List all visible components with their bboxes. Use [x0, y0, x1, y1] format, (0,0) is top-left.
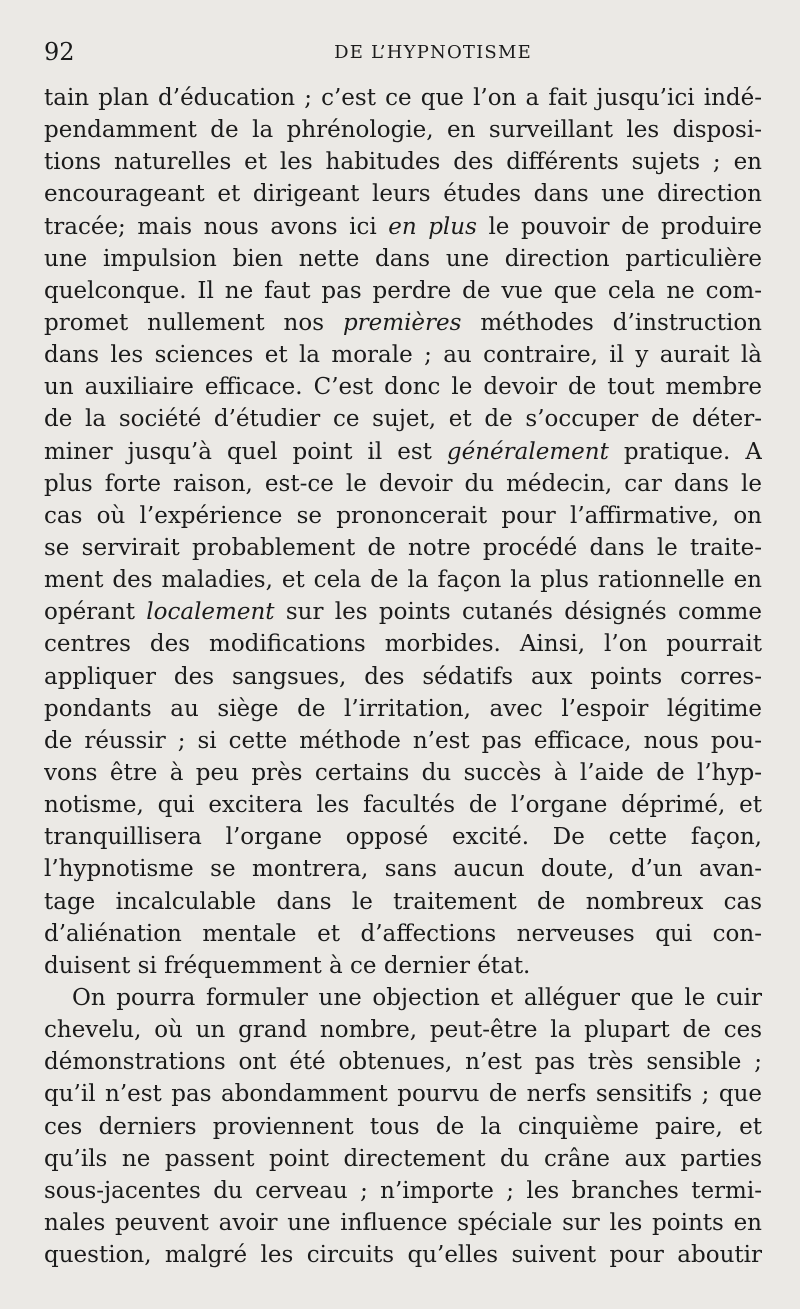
text-line: duisent si fréquemment à ce dernier état.: [44, 952, 531, 979]
text-line: qu’ils ne passent point directement du crâne aux parties: [44, 1145, 762, 1172]
text-line: [44, 596, 762, 628]
text-line: vons être à peu près certains du succès à l’aide de l’hyp-: [44, 759, 762, 786]
text-line: cas où l’expérience se prononcerait pour l’affirmative, on: [44, 502, 762, 529]
text-segment: le pouvoir de produire: [476, 213, 762, 240]
text-line: d’aliénation mentale et d’affections nerveuses qui con-: [44, 920, 762, 947]
text-line: sous-jacentes du cerveau ; n’importe ; les branches termi-: [44, 1177, 762, 1204]
text-line: centres des modifications morbides. Ainsi, l’on pourrait: [44, 631, 762, 658]
text-line: un auxiliaire efficace. C’est donc le devoir de tout membre: [44, 374, 762, 401]
text-line: dans les sciences et la morale ; au contraire, il y aurait là: [44, 342, 762, 369]
page-header: [44, 38, 758, 68]
text-segment: méthodes d’instruction: [461, 309, 762, 336]
text-line: [44, 436, 762, 468]
text-segment: tracée; mais nous avons ici: [44, 213, 389, 240]
text-line: ces derniers proviennent tous de la cinquième paire, et: [44, 1113, 762, 1140]
text-line: une impulsion bien nette dans une direction particulière: [44, 245, 762, 272]
text-line: tions naturelles et les habitudes des différents sujets ; en: [44, 149, 762, 176]
italic-text: en plus: [388, 213, 477, 240]
text-line: l’hypnotisme se montrera, sans aucun doute, d’un avan-: [44, 856, 762, 883]
text-line: tain plan d’éducation ; c’est ce que l’on a fait jusqu’ici indé-: [44, 85, 762, 111]
text-line: de la société d’étudier ce sujet, et de s’occuper de déter-: [44, 406, 762, 433]
text-line: se servirait probablement de notre procédé dans le traite-: [44, 534, 762, 561]
text-segment: opérant: [44, 599, 147, 626]
text-line: pondants au siège de l’irritation, avec l’espoir légitime: [44, 695, 762, 722]
text-line: tage incalculable dans le traitement de nombreux cas: [44, 888, 762, 915]
text-line: encourageant et dirigeant leurs études dans une direction: [44, 181, 762, 208]
text-line: [44, 211, 762, 243]
text-line: de réussir ; si cette méthode n’est pas efficace, nous pou-: [44, 727, 762, 754]
text-line: plus forte raison, est-ce le devoir du médecin, car dans le: [44, 470, 762, 497]
text-line: notisme, qui excitera les facultés de l’organe déprimé, et: [44, 792, 762, 819]
italic-text: localement: [146, 599, 275, 626]
text-line: démonstrations ont été obtenues, n’est pas très sensible ;: [44, 1049, 762, 1076]
text-line: ment des maladies, et cela de la façon la plus rationnelle en: [44, 567, 762, 594]
text-line: On pourra formuler une objection et alléguer que le cuir: [72, 984, 762, 1011]
running-title: DE L’HYPNOTISME: [334, 42, 532, 63]
text-line: [44, 307, 762, 339]
text-line: appliquer des sangsues, des sédatifs aux points corres-: [44, 663, 762, 690]
text-segment: miner jusqu’à quel point il est: [44, 438, 447, 465]
page-number: 92: [44, 38, 75, 66]
text-line: chevelu, où un grand nombre, peut-être la plupart de ces: [44, 1017, 762, 1044]
text-line: quelconque. Il ne faut pas perdre de vue que cela ne com-: [44, 277, 762, 304]
text-segment: pratique. A: [608, 438, 762, 465]
body-text: [44, 82, 762, 1271]
italic-text: premières: [342, 309, 462, 336]
italic-text: généralement: [446, 438, 609, 465]
text-line: question, malgré les circuits qu’elles suivent pour aboutir: [44, 1242, 762, 1269]
text-line: qu’il n’est pas abondamment pourvu de nerfs sensitifs ; que: [44, 1081, 762, 1108]
text-segment: sur les points cutanés désignés comme: [274, 599, 762, 626]
text-line: pendamment de la phrénologie, en surveillant les disposi-: [44, 117, 762, 144]
text-segment: promet nullement nos: [44, 309, 343, 336]
text-line: nales peuvent avoir une influence spéciale sur les points en: [44, 1209, 762, 1236]
text-line: tranquillisera l’organe opposé excité. De cette façon,: [44, 824, 762, 851]
